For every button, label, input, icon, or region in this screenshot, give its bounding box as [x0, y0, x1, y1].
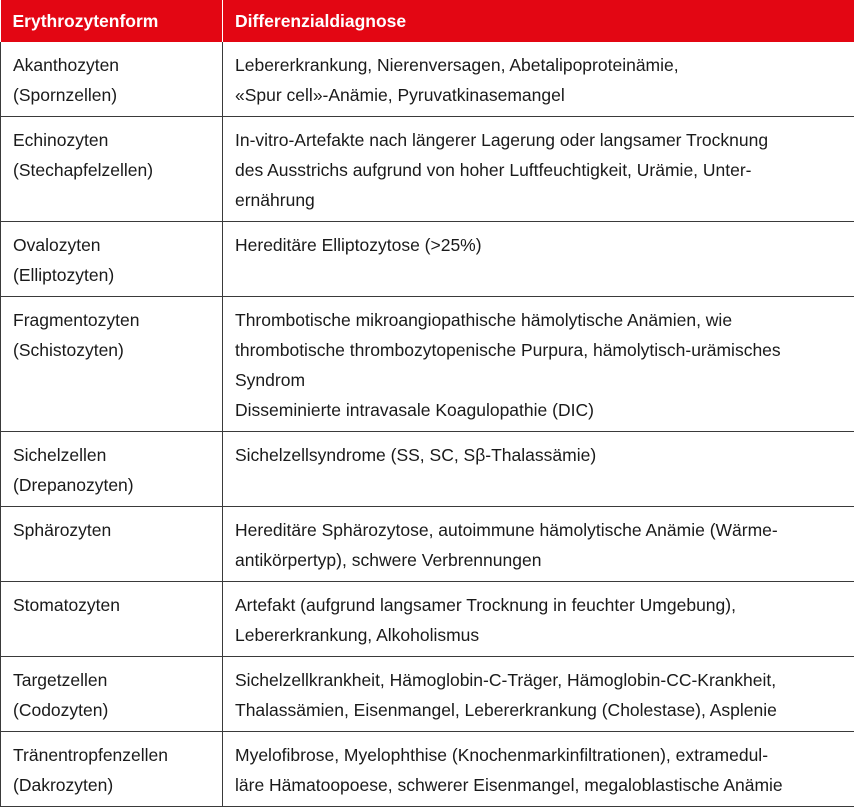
table-row	[1, 42, 854, 117]
erythrocyte-form-text: Targetzellen	[13, 665, 214, 695]
differential-diagnosis-text: Sichelzellkrankheit, Hämoglobin-C-Träger, Hämoglobin-CC-Krankheit,	[235, 665, 846, 695]
table-row	[1, 432, 854, 507]
erythrocyte-form-text: Akanthozyten	[13, 50, 214, 80]
differential-diagnosis-text: Thalassämien, Eisenmangel, Lebererkrankung (Cholestase), Asplenie	[235, 695, 846, 725]
differential-diagnosis-text	[235, 260, 846, 290]
erythrocyte-form-text: (Stechapfelzellen)	[13, 155, 214, 185]
erythrocyte-form-text: (Schistozyten)	[13, 335, 214, 365]
differential-diagnosis-text: Myelofibrose, Myelophthise (Knochenmarkinfiltrationen), extramedul-	[235, 740, 846, 770]
differential-diagnosis-text: Artefakt (aufgrund langsamer Trocknung in feuchter Umgebung),	[235, 590, 846, 620]
differential-diagnosis-text: In-vitro-Artefakte nach längerer Lagerung oder langsamer Trocknung	[235, 125, 846, 155]
differential-diagnosis-text: Hereditäre Elliptozytose (>25%)	[235, 230, 846, 260]
differential-diagnosis-text: «Spur cell»-Anämie, Pyruvatkinasemangel	[235, 80, 846, 110]
differential-diagnosis-cell	[223, 432, 854, 507]
differential-diagnosis-text: antikörpertyp), schwere Verbrennungen	[235, 545, 846, 575]
differential-diagnosis-cell	[223, 222, 854, 297]
table-row	[1, 507, 854, 582]
erythrocyte-form-text: (Dakrozyten)	[13, 770, 214, 800]
differential-diagnosis-cell	[223, 732, 854, 807]
erythrocyte-form-text: Stomatozyten	[13, 590, 214, 620]
erythrocyte-form-text: Ovalozyten	[13, 230, 214, 260]
erythrocyte-form-cell	[1, 117, 223, 222]
differential-diagnosis-text: Disseminierte intravasale Koagulopathie (DIC)	[235, 395, 846, 425]
differential-diagnosis-text: Syndrom	[235, 365, 846, 395]
differential-diagnosis-cell	[223, 42, 854, 117]
erythrocyte-form-text: (Elliptozyten)	[13, 260, 214, 290]
differential-diagnosis-cell	[223, 297, 854, 432]
differential-diagnosis-text: thrombotische thrombozytopenische Purpura, hämolytisch-urämisches	[235, 335, 846, 365]
erythrocyte-form-text: Sphärozyten	[13, 515, 214, 545]
differential-diagnosis-cell	[223, 117, 854, 222]
erythrocyte-form-text: Fragmentozyten	[13, 305, 214, 335]
erythrocyte-form-text: Sichelzellen	[13, 440, 214, 470]
erythrocyte-form-cell	[1, 732, 223, 807]
header-erythrocyte-form: Erythrozytenform	[1, 0, 223, 42]
differential-diagnosis-text: ernährung	[235, 185, 846, 215]
erythrocyte-form-text: Tränentropfenzellen	[13, 740, 214, 770]
differential-diagnosis-text: Thrombotische mikroangiopathische hämolytische Anämien, wie	[235, 305, 846, 335]
table-body	[1, 42, 854, 807]
differential-diagnosis-cell	[223, 582, 854, 657]
table-row	[1, 222, 854, 297]
table-row	[1, 117, 854, 222]
erythrocyte-form-cell	[1, 222, 223, 297]
table-header	[1, 0, 854, 42]
differential-diagnosis-cell	[223, 657, 854, 732]
erythrocyte-form-cell	[1, 42, 223, 117]
differential-diagnosis-cell	[223, 507, 854, 582]
differential-diagnosis-text: des Ausstrichs aufgrund von hoher Luftfeuchtigkeit, Urämie, Unter-	[235, 155, 846, 185]
erythrocyte-form-text: (Drepanozyten)	[13, 470, 214, 500]
differential-diagnosis-text	[235, 470, 846, 500]
differential-diagnosis-text: Hereditäre Sphärozytose, autoimmune hämolytische Anämie (Wärme-	[235, 515, 846, 545]
header-row	[1, 0, 854, 42]
differential-diagnosis-text: läre Hämatoopoese, schwerer Eisenmangel, megaloblastische Anämie	[235, 770, 846, 800]
erythrocyte-form-text: (Codozyten)	[13, 695, 214, 725]
table-row	[1, 582, 854, 657]
differential-diagnosis-text: Lebererkrankung, Nierenversagen, Abetalipoproteinämie,	[235, 50, 846, 80]
table-row	[1, 297, 854, 432]
erythrocyte-form-cell	[1, 657, 223, 732]
header-differential-diagnosis: Differenzialdiagnose	[223, 0, 854, 42]
erythrocyte-form-text: Echinozyten	[13, 125, 214, 155]
erythrocyte-form-text: (Spornzellen)	[13, 80, 214, 110]
table-row	[1, 732, 854, 807]
erythrocyte-form-cell	[1, 582, 223, 657]
erythrocyte-form-cell	[1, 507, 223, 582]
differential-diagnosis-text: Lebererkrankung, Alkoholismus	[235, 620, 846, 650]
erythrocyte-form-cell	[1, 432, 223, 507]
differential-diagnosis-text: Sichelzellsyndrome (SS, SC, Sβ-Thalassämie)	[235, 440, 846, 470]
table-row	[1, 657, 854, 732]
erythrocyte-form-cell	[1, 297, 223, 432]
